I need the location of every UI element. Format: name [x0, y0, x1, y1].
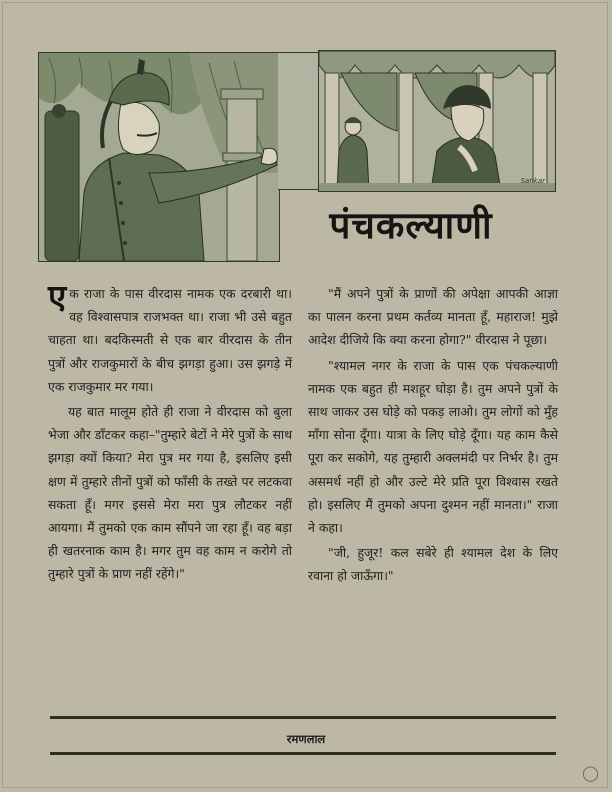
corner-stamp-icon: ◯ — [582, 764, 599, 782]
illustration-king-panel — [38, 52, 280, 262]
illustration-courtier-panel — [318, 50, 556, 192]
paragraph-1-text: क राजा के पास वीरदास नामक एक दरबारी था। वह विश्वासपात्र राजभक्त था। राजा भी उसे बहुत चाहता था। बदकिस्मती से एक बार वीरदास के तीन पुत्रों और राजकुमारों के बीच झगड़ा हुआ। उस झगड़े में एक राजकुमार मर गया। — [48, 286, 292, 394]
paragraph-1 — [48, 277, 292, 398]
drop-cap: ए — [48, 277, 67, 316]
left-column — [48, 277, 292, 586]
courtier-illustration — [319, 51, 555, 191]
paragraph-4: "श्यामल नगर के राजा के पास एक पंचकल्याणी नामक एक बहुत ही मशहूर घोड़ा है। तुम अपने पुत्रों के साथ जाकर उस घोड़े को पकड़ लाओ। तुम लोगों को मुँह माँगा सोना दूँगा। यात्रा के लिए घोड़े दूँगा। यह काम कैसे पूरा कर सकोगे, यह तुम्हारी अक्लमंदी पर निर्भर है। तुम असमर्थ नहीं हो और उल्टे मेरे प्रति पूरा विश्वास रखते हो। इसलिए मैं तुमको अपना दुश्मन नहीं मानता।" राजा ने कहा। — [308, 357, 558, 536]
right-column — [308, 282, 558, 588]
paragraph-5: "जी, हुजूर! कल सबेरे ही श्यामल देश के लिए रवाना हो जाऊँगा।" — [308, 545, 558, 584]
paragraph-2: यह बात मालूम होते ही राजा ने वीरदास को बुला भेजा और डाँटकर कहा–"तुम्हारे बेटों ने मेरे पुत्रों के साथ झगड़ा क्यों किया? मेरा पुत्र मर गया है, इसलिए इसी क्षण में तुम्हारे तीनों पुत्रों को फाँसी के तख्ते पर लटकवा सकता हूँ। मगर इससे मेरा मरा पुत्र लौटकर नहीं आयगा। मैं तुमको एक काम सौंपने जा रहा हूँ। वह बड़ा ही खतरनाक काम है। मगर तुम वह काम न करोगे तो तुम्हारे पुत्रों के प्राण नहीं रहेंगे।" — [48, 404, 292, 582]
king-illustration — [39, 53, 279, 261]
divider-bottom — [50, 752, 556, 755]
story-title: पंचकल्याणी — [329, 204, 493, 247]
paragraph-3: "मैं अपने पुत्रों के प्राणों की अपेक्षा आपकी आज्ञा का पालन करना प्रथम कर्तव्य मानता हूँ, महाराज! मुझे आदेश दीजिये कि क्या करना होगा?" वीरदास ने पूछा। — [308, 286, 558, 348]
divider-top — [50, 716, 556, 719]
author-name: रमणलाल — [286, 732, 326, 746]
artist-signature: Sankar — [520, 177, 545, 185]
illustration-link-band — [278, 52, 318, 190]
